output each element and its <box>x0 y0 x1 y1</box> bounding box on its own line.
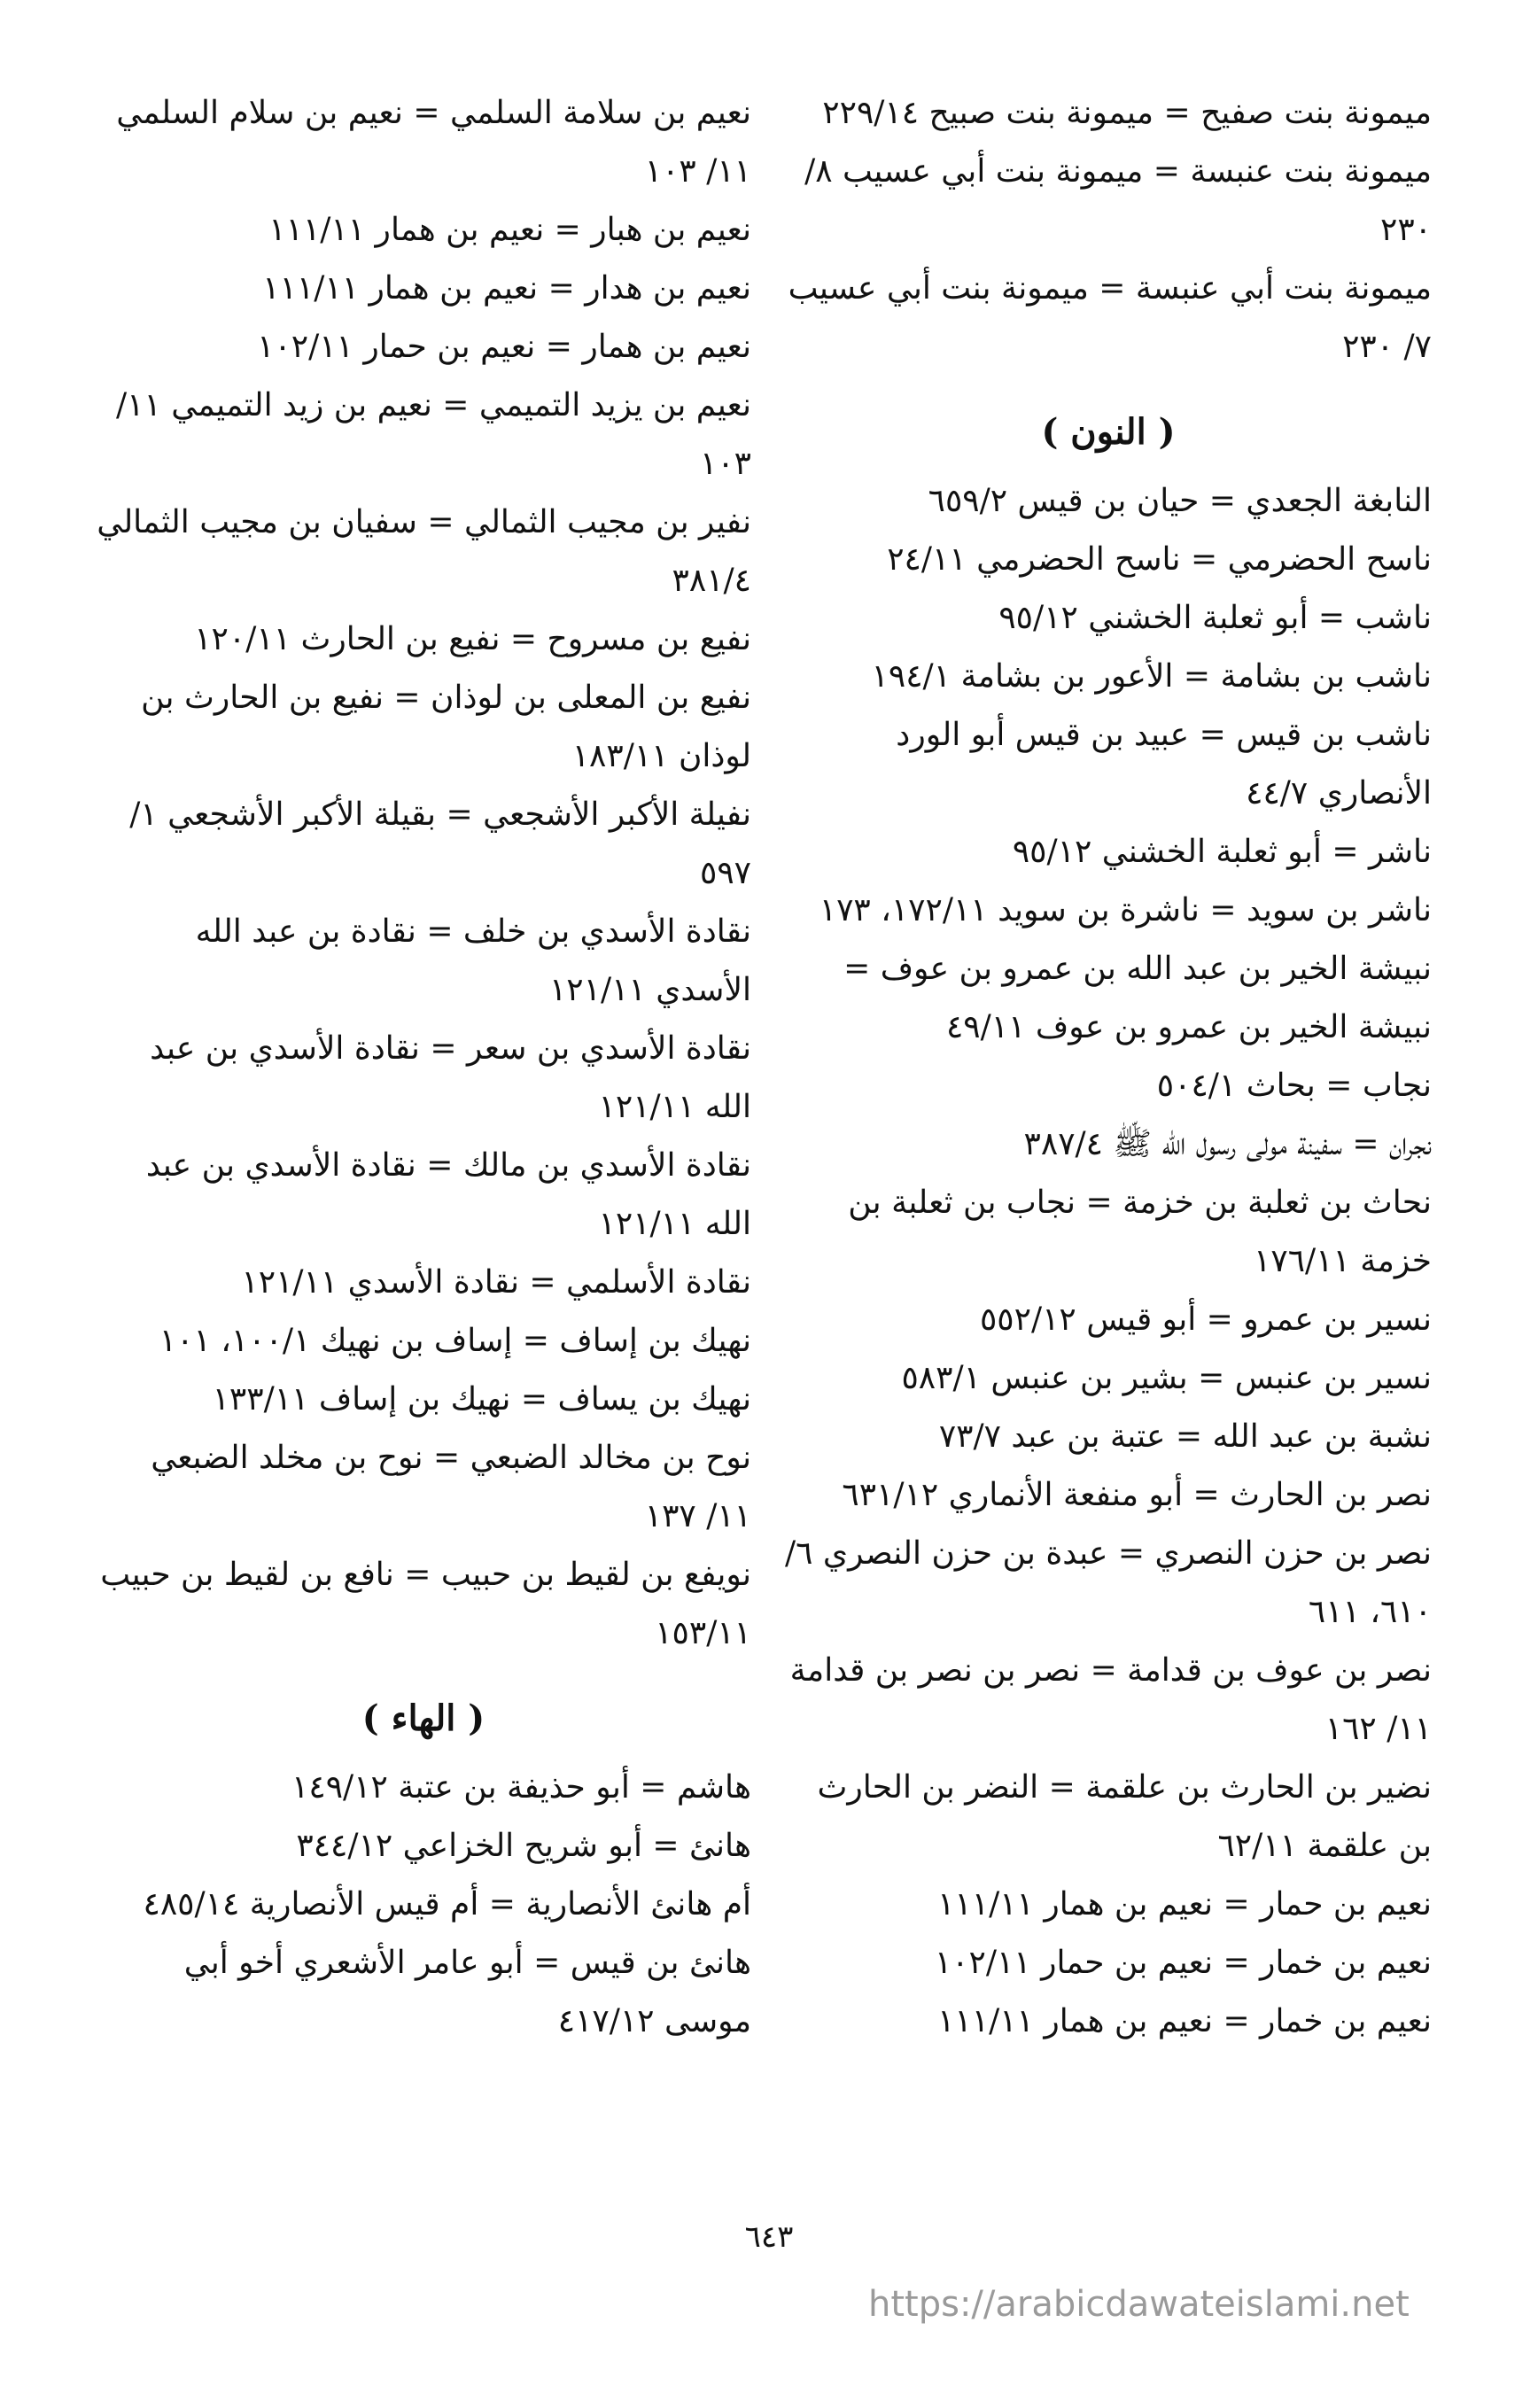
index-entry: نوح بن مخالد الضبعي = نوح بن مخلد الضبعي ١١/ ١٣٧ <box>151 1440 751 1534</box>
index-entry: نهيك بن يساف = نهيك بن إساف ١٣٣/١١ <box>212 1381 751 1418</box>
index-entry: نعيم بن خمار = نعيم بن حمار ١٠٢/١١ <box>934 1945 1432 1981</box>
index-entry: نعيم بن همار = نعيم بن حمار ١٠٢/١١ <box>257 329 751 365</box>
index-entry: نصر بن حزن النصري = عبدة بن حزن النصري ٦/ ٦١٠، ٦١١ <box>785 1535 1432 1630</box>
index-entry: نجران = سفينة مولى رسول الله ﷺ ٣٨٧/٤ <box>1023 1126 1432 1162</box>
index-entry: أم هانئ الأنصارية = أم قيس الأنصارية ٤٨٥/١٤ <box>143 1886 751 1923</box>
index-entry: هاشم = أبو حذيفة بن عتبة ١٤٩/١٢ <box>291 1769 751 1806</box>
entries-ha <box>96 1759 751 2051</box>
index-entry: نصر بن عوف بن قدامة = نصر بن نصر بن قدامة ١١/ ١٦٢ <box>789 1652 1432 1747</box>
entries-nun-continued <box>96 84 751 1663</box>
right-column <box>785 84 1432 2051</box>
index-entry: نعيم بن سلامة السلمي = نعيم بن سلام السلمي ١١/ ١٠٣ <box>116 95 751 190</box>
index-entry: نجاب = بحاث ٥٠٤/١ <box>1156 1068 1432 1104</box>
index-entry: ميمونة بنت صفيح = ميمونة بنت صبيح ٢٢٩/١٤ <box>822 95 1432 131</box>
index-entry: ناشب بن بشامة = الأعور بن بشامة ١٩٤/١ <box>871 658 1432 695</box>
section-heading-ha: ( الهاء ) <box>361 1697 485 1739</box>
index-entry: ميمونة بنت عنبسة = ميمونة بنت أبي عسيب ٨/ ٢٣٠ <box>804 153 1432 248</box>
index-entry: ميمونة بنت أبي عنبسة = ميمونة بنت أبي عسيب ٧/ ٢٣٠ <box>788 270 1432 365</box>
index-entry: نفير بن مجيب الثمالي = سفيان بن مجيب الثمالي ٣٨١/٤ <box>97 504 751 599</box>
index-entry: ناشب = أبو ثعلبة الخشني ٩٥/١٢ <box>998 600 1432 636</box>
index-entry: هانئ = أبو شريح الخزاعي ٣٤٤/١٢ <box>296 1828 751 1864</box>
entries-nun <box>785 472 1432 2051</box>
index-entry: نفيع بن المعلى بن لوذان = نفيع بن الحارث بن لوذان ١٨٣/١١ <box>141 680 751 774</box>
index-entry: نقادة الأسلمي = نقادة الأسدي ١٢١/١١ <box>241 1264 751 1301</box>
index-entry: ناسح الحضرمي = ناسح الحضرمي ٢٤/١١ <box>887 541 1432 578</box>
index-entry: ناشر = أبو ثعلبة الخشني ٩٥/١٢ <box>1012 834 1432 870</box>
index-entry: نبيشة الخير بن عبد الله بن عمرو بن عوف = نبيشة الخير بن عمرو بن عوف ٤٩/١١ <box>843 951 1432 1045</box>
index-entry: نعيم بن حمار = نعيم بن همار ١١١/١١ <box>937 1886 1432 1923</box>
watermark-url: https://arabicdawateislami.net <box>868 2284 1410 2325</box>
index-entry: نقادة الأسدي بن خلف = نقادة بن عبد الله الأسدي ١٢١/١١ <box>195 913 751 1008</box>
left-column <box>96 84 751 2051</box>
index-entry: نفيلة الأكبر الأشجعي = بقيلة الأكبر الأشجعي ١/ ٥٩٧ <box>129 796 751 891</box>
index-entry: نعيم بن هبار = نعيم بن همار ١١١/١١ <box>268 212 751 248</box>
index-entry: نويفع بن لقيط بن حبيب = نافع بن لقيط بن حبيب ١٥٣/١١ <box>100 1557 751 1651</box>
index-entry: النابغة الجعدي = حيان بن قيس ٦٥٩/٢ <box>928 483 1432 519</box>
page-number: ٦٤٣ <box>744 2219 794 2255</box>
index-entry: نصر بن الحارث = أبو منفعة الأنماري ٦٣١/١٢ <box>842 1477 1432 1513</box>
index-entry: هانئ بن قيس = أبو عامر الأشعري أخو أبي موسى ٤١٧/١٢ <box>183 1945 751 2039</box>
index-entry: نعيم بن خمار = نعيم بن همار ١١١/١١ <box>937 2003 1432 2039</box>
index-entry: نسير بن عنبس = بشير بن عنبس ٥٨٣/١ <box>901 1360 1432 1396</box>
index-entry: نعيم بن يزيد التميمي = نعيم بن زيد التميمي ١١/ ١٠٣ <box>116 387 751 482</box>
index-entry: نسير بن عمرو = أبو قيس ٥٥٢/١٢ <box>979 1301 1432 1338</box>
index-entry: نعيم بن هدار = نعيم بن همار ١١١/١١ <box>262 270 751 307</box>
index-entry: ناشر بن سويد = ناشرة بن سويد ١٧٢/١١، ١٧٣ <box>819 892 1432 928</box>
index-entry: نقادة الأسدي بن سعر = نقادة الأسدي بن عبد الله ١٢١/١١ <box>150 1030 751 1125</box>
index-entry: نقادة الأسدي بن مالك = نقادة الأسدي بن عبد الله ١٢١/١١ <box>145 1147 751 1242</box>
entries-top <box>785 84 1432 377</box>
index-entry: نحاث بن ثعلبة بن خزمة = نجاب بن ثعلبة بن خزمة ١٧٦/١١ <box>848 1185 1432 1279</box>
index-entry: نهيك بن إساف = إساف بن نهيك ١٠٠/١، ١٠١ <box>159 1323 751 1359</box>
index-entry: نشبة بن عبد الله = عتبة بن عبد ٧٣/٧ <box>938 1418 1432 1455</box>
section-heading-nun: ( النون ) <box>1041 411 1176 453</box>
index-entry: ناشب بن قيس = عبيد بن قيس أبو الورد الأنصاري ٤٤/٧ <box>896 717 1432 812</box>
index-entry: نضير بن الحارث بن علقمة = النضر بن الحارث بن علقمة ٦٢/١١ <box>817 1769 1432 1864</box>
index-entry: نفيع بن مسروح = نفيع بن الحارث ١٢٠/١١ <box>194 621 751 657</box>
